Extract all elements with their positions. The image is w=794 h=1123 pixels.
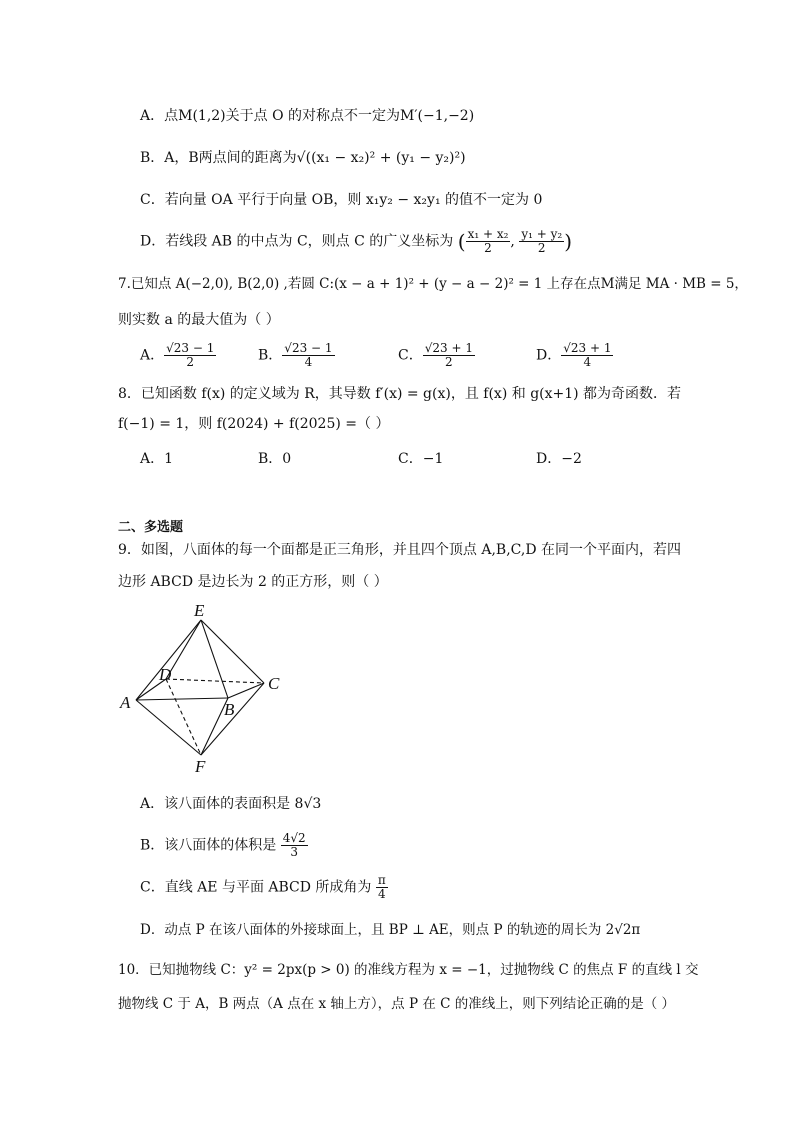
q8-stem-line2: f(−1) = 1，则 f(2024) + f(2025) =（ ）: [118, 416, 390, 432]
octahedron-figure: [112, 600, 292, 778]
label-F: F: [195, 757, 206, 776]
edge-BC: [228, 683, 264, 698]
q9-c-fraction: $\frac{\pi}{4}$: [377, 873, 386, 902]
q7-option-b: B． $\frac{√23 - 1}{4}$: [258, 341, 333, 370]
q6-option-a: A．点M(1,2)关于点 O 的对称点不一定为M′(−1,−2): [140, 108, 475, 124]
q6-option-b: B．A，B两点间的距离为√((x₁ − x₂)² + (y₁ − y₂)²): [140, 150, 466, 166]
q6-option-d: D．若线段 AB 的中点为 C，则点 C 的广义坐标为 ( $\frac{\text{x₁ + x₂}}{2}$ , $\frac{\text{y₁ + y₂}}{2}$ ): [140, 227, 572, 256]
q6-d-frac-y: $\frac{\text{y₁ + y₂}}{2}$: [521, 227, 563, 256]
edge-FA: [136, 700, 201, 755]
label-E: E: [194, 601, 205, 620]
section-heading-multiple-choice: 二、多选题: [118, 520, 184, 535]
q6-option-c: C．若向量 OA 平行于向量 OB，则 x₁y₂ − x₂y₁ 的值不一定为 0: [140, 192, 543, 208]
q7-stem-line2: 则实数 a 的最大值为（ ）: [118, 312, 280, 328]
q9-stem-line2: 边形 ABCD 是边长为 2 的正方形，则（ ）: [118, 574, 388, 590]
q9-option-a: A．该八面体的表面积是 8√3: [140, 796, 322, 812]
edge-EC: [201, 620, 264, 683]
q8-option-d: D．−2: [536, 451, 582, 467]
q7-options: [140, 342, 660, 378]
edge-FC: [201, 683, 264, 755]
q10-stem-line2: 抛物线 C 于 A，B 两点（A 点在 x 轴上方），点 P 在 C 的准线上，则下列结论正确的是（ ）: [118, 996, 676, 1012]
q7-stem-line1: 7.已知点 A(−2,0), B(2,0) ,若圆 C:(x − a + 1)² + (y − a − 2)² = 1 上存在点M满足 MA · MB = 5，: [118, 276, 748, 292]
q9-option-c: C．直线 AE 与平面 ABCD 所成角为 $\frac{\pi}{4}$: [140, 873, 386, 902]
edge-DC-hidden: [166, 679, 264, 683]
q9-option-b: B．该八面体的体积是 $\frac{4√2}{3}$: [140, 831, 306, 860]
q8-option-c: C．−1: [398, 451, 444, 467]
q9-b-fraction: $\frac{4√2}{3}$: [282, 831, 306, 860]
label-A: A: [120, 693, 131, 712]
q10-stem-line1: 10．已知抛物线 C：y² = 2px(p > 0) 的准线方程为 x = −1，过抛物线 C 的焦点 F 的直线 l 交: [118, 962, 699, 978]
q8-option-a: A．1: [140, 451, 174, 467]
q6-d-frac-x: $\frac{\text{x₁ + x₂}}{2}$: [467, 227, 509, 256]
edge-EB: [201, 620, 228, 698]
edge-AB: [136, 698, 228, 700]
edge-EA: [136, 620, 201, 700]
q7-option-d: D． $\frac{√23 + 1}{4}$: [536, 341, 612, 370]
q6-option-d-text: D．若线段 AB 的中点为 C，则点 C 的广义坐标为: [140, 233, 454, 250]
q8-options: [140, 448, 660, 484]
label-D: D: [159, 665, 172, 684]
label-B: B: [224, 700, 235, 719]
q9-stem-line1: 9．如图，八面体的每一个面都是正三角形，并且四个顶点 A,B,C,D 在同一个平面内，若四: [118, 542, 681, 558]
q8-option-b: B．0: [258, 451, 292, 467]
edge-DF-hidden: [166, 679, 201, 755]
q7-option-a: A． $\frac{√23 - 1}{2}$: [140, 341, 215, 370]
q7-option-c: C． $\frac{√23 + 1}{2}$: [398, 341, 473, 370]
q8-stem-line1: 8．已知函数 f(x) 的定义域为 R，其导数 f′(x) = g(x)，且 f(x) 和 g(x+1) 都为奇函数．若: [118, 386, 682, 402]
q9-option-d: D．动点 P 在该八面体的外接球面上，且 BP ⊥ AE，则点 P 的轨迹的周长为 2√2π: [140, 922, 641, 938]
label-C: C: [268, 674, 280, 693]
